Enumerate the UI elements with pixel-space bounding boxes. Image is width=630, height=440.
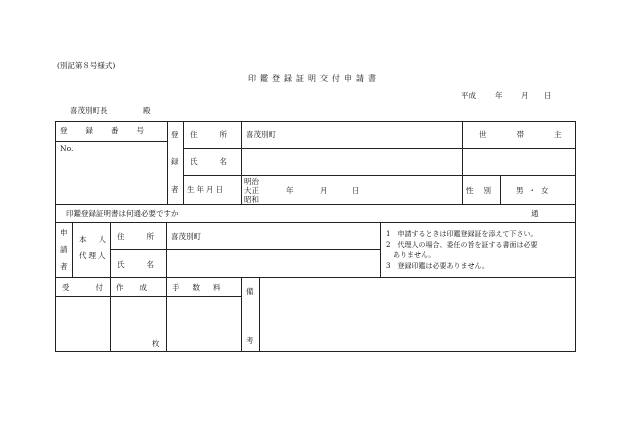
date-year-unit: 年 bbox=[495, 91, 503, 100]
divider bbox=[72, 222, 73, 277]
date-month-unit: 月 bbox=[521, 91, 529, 100]
applicant-address-value: 喜茂別町 bbox=[171, 232, 201, 241]
divider bbox=[259, 277, 260, 352]
remarks-label-1: 備 bbox=[246, 287, 254, 296]
divider bbox=[110, 249, 380, 250]
registration-number-label bbox=[60, 127, 160, 135]
sex-label-text: 性別 bbox=[466, 186, 501, 195]
divider bbox=[241, 277, 242, 352]
principal-label-text: 本人 bbox=[79, 235, 118, 244]
applicant-label-3: 者 bbox=[60, 262, 68, 271]
era-meiji: 明治 bbox=[244, 177, 259, 186]
honorific: 殿 bbox=[143, 106, 151, 115]
divider bbox=[55, 204, 576, 205]
applicant-name-label bbox=[117, 261, 176, 269]
dob-day-unit: 日 bbox=[352, 186, 360, 195]
copies-question: 印鑑登録証明書は何通必要ですか bbox=[66, 209, 179, 218]
dob-label: 生年月日 bbox=[187, 185, 225, 194]
form-number: (別記第８号様式) bbox=[57, 61, 116, 70]
remarks-label-2: 考 bbox=[246, 336, 254, 345]
dob-month-unit: 月 bbox=[320, 186, 328, 195]
table-border-bottom bbox=[55, 351, 576, 352]
divider bbox=[55, 222, 576, 223]
sheets-unit: 枚 bbox=[152, 339, 160, 348]
sex-options: 男・女 bbox=[516, 186, 554, 195]
applicant-label-2: 請 bbox=[60, 245, 68, 254]
table-border-right bbox=[575, 121, 576, 352]
address-label bbox=[190, 130, 249, 139]
head-of-household-label-text: 世帯主 bbox=[479, 130, 592, 139]
registrant-label-2: 録 bbox=[171, 157, 179, 166]
divider bbox=[183, 148, 575, 149]
form-title bbox=[248, 74, 380, 83]
divider bbox=[183, 175, 575, 176]
date-era: 平成 bbox=[461, 91, 476, 100]
addressee: 喜茂別町長 bbox=[70, 106, 108, 115]
form-title-text: 印鑑登録証明交付申請書 bbox=[248, 74, 380, 83]
head-of-household-label bbox=[479, 131, 592, 139]
principal-label bbox=[79, 236, 118, 244]
divider bbox=[380, 222, 381, 277]
received-label-text: 受付 bbox=[62, 283, 129, 292]
fee-label-text: 手数料 bbox=[172, 283, 234, 292]
table-border-left bbox=[55, 121, 56, 352]
divider bbox=[167, 121, 168, 204]
prepared-label bbox=[116, 284, 163, 292]
applicant-label-1: 申 bbox=[60, 228, 68, 237]
applicant-name-label-text: 氏名 bbox=[117, 260, 176, 269]
agent-label: 代理人 bbox=[79, 251, 108, 260]
note-line-3: ありません。 bbox=[386, 251, 436, 259]
era-showa: 昭和 bbox=[244, 195, 259, 204]
divider bbox=[55, 277, 576, 278]
copies-unit: 通 bbox=[531, 209, 539, 218]
registrant-label-1: 登 bbox=[171, 130, 179, 139]
applicant-address-label-text: 住所 bbox=[117, 232, 176, 241]
name-label-text: 氏名 bbox=[190, 157, 249, 166]
dob-year-unit: 年 bbox=[286, 186, 294, 195]
name-label bbox=[190, 157, 249, 166]
divider bbox=[55, 141, 167, 142]
table-border-top bbox=[55, 121, 576, 122]
registration-number-label-text: 登録番号 bbox=[60, 126, 162, 135]
fee-label bbox=[172, 284, 234, 292]
registration-number-value: No. bbox=[60, 144, 74, 153]
divider bbox=[183, 121, 184, 204]
address-label-text: 住所 bbox=[190, 130, 249, 139]
era-taisho: 大正 bbox=[244, 186, 259, 195]
date-day-unit: 日 bbox=[544, 91, 552, 100]
note-line-4: 3 登録印鑑は必要ありません。 bbox=[386, 262, 489, 270]
note-line-2: 2 代理人の場合、委任の旨を証する書面は必要 bbox=[386, 241, 538, 249]
registrant-label-3: 者 bbox=[171, 185, 179, 194]
divider bbox=[55, 296, 241, 297]
address-value: 喜茂別町 bbox=[246, 130, 276, 139]
sex-label bbox=[466, 187, 501, 195]
applicant-address-label bbox=[117, 233, 176, 241]
note-line-1: 1 申請するときは印鑑登録証を添えて下さい。 bbox=[386, 230, 538, 238]
prepared-label-text: 作成 bbox=[116, 283, 163, 292]
divider bbox=[462, 121, 463, 204]
divider bbox=[166, 222, 167, 352]
